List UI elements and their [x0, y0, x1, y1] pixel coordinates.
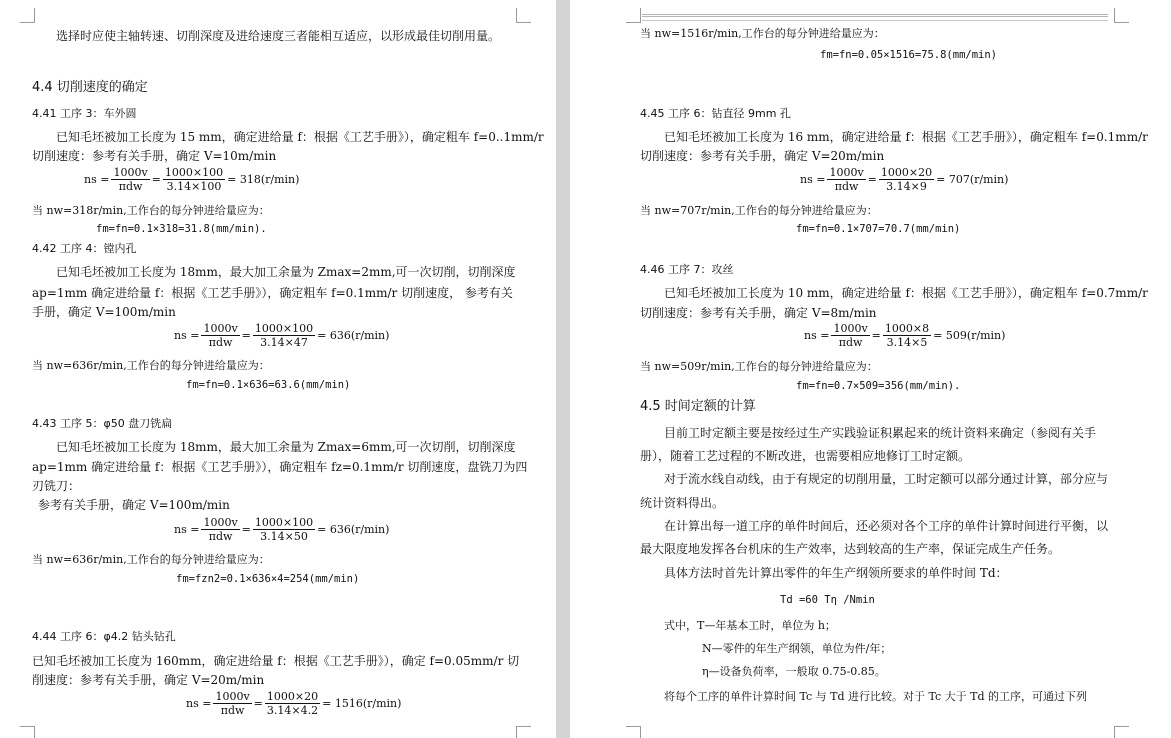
subsection-heading: 4.46 工序 7：攻丝	[640, 263, 734, 276]
formula: ns = 1000v πdw = $\frac{1000\times 20}{3.14\times 9}$ = 707(r/min)	[800, 166, 1009, 193]
paragraph-line: 式中，T—年基本工时，单位为 h；	[664, 619, 836, 632]
paragraph-line: 当 nw=636r/min,工作台的每分钟进给量应为：	[32, 359, 270, 372]
paragraph-line: 手册，确定 V=100m/min	[32, 305, 176, 319]
paragraph-line: 最大限度地发挥各台机床的生产效率，达到较高的生产率，保证完成生产任务。	[640, 542, 1061, 556]
paragraph-line: 对于流水线自动线，由于有规定的切削用量，工时定额可以部分通过计算，部分应与	[664, 472, 1109, 486]
paragraph-line: 切削速度：参考有关手册，确定 V=20m/min	[640, 149, 885, 163]
page-gap	[556, 0, 570, 738]
formula-line: fm=fn=0.1×707=70.7(mm/min)	[796, 223, 961, 235]
formula-line: fm=fn=0.1×636=63.6(mm/min)	[186, 379, 351, 391]
paragraph-line: 已知毛坯被加工长度为 18mm，最大加工余量为 Zmax=2mm,可一次切削，切削深度	[56, 265, 516, 279]
crop-mark	[1114, 726, 1129, 738]
subsection-heading: 4.43 工序 5：φ50 盘刀铣扁	[32, 417, 173, 430]
formula-line: fm=fzn2=0.1×636×4=254(mm/min)	[176, 573, 360, 585]
section-heading: 4.5 时间定额的计算	[640, 399, 756, 414]
paragraph-line: 当 nw=636r/min,工作台的每分钟进给量应为：	[32, 553, 270, 566]
paragraph-line: 当 nw=318r/min,工作台的每分钟进给量应为：	[32, 204, 270, 217]
crop-mark	[20, 726, 35, 738]
paragraph-line: 已知毛坯被加工长度为 160mm，确定进给量 f：根据《工艺手册》），确定 f=0.05mm/r 切	[32, 654, 520, 668]
paragraph-line: 选择时应使主轴转速、切削深度及进给速度三者能相互适应，以形成最佳切削用量。	[56, 29, 501, 43]
paragraph-line: 削速度：参考有关手册，确定 V=20m/min	[32, 673, 265, 687]
crop-mark	[626, 726, 641, 738]
paragraph-line: 在计算出每一道工序的单件时间后，还必须对各个工序的单件计算时间进行平衡，以	[664, 519, 1109, 533]
formula-line: fm=fn=0.7×509=356(mm/min).	[796, 380, 961, 392]
paragraph-line: 统计资料得出。	[640, 496, 725, 510]
document-page-left	[0, 0, 556, 738]
paragraph-line: 切削速度：参考有关手册，确定 V=10m/min	[32, 149, 277, 163]
subsection-heading: 4.41 工序 3：车外圆	[32, 107, 137, 120]
formula-line: Td =60 Tη /Nmin	[780, 594, 875, 606]
paragraph-line: 刃铣刀：	[32, 479, 81, 493]
subsection-heading: 4.45 工序 6：钻直径 9mm 孔	[640, 107, 791, 120]
paragraph-line: ap=1mm 确定进给量 f：根据《工艺手册》），确定粗车 fz=0.1mm/r 切削速度，盘铣刀为四	[32, 460, 528, 474]
crop-mark	[626, 8, 641, 23]
paragraph-line: 当 nw=707r/min,工作台的每分钟进给量应为：	[640, 204, 878, 217]
paragraph-line: 已知毛坯被加工长度为 16 mm，确定进给量 f：根据《工艺手册》），确定粗车 f=0.1mm/r	[664, 130, 1148, 144]
formula: ns = 1000v πdw = $\frac{1000\times 8}{3.14\times 5}$ = 509(r/min)	[804, 322, 1006, 349]
formula: ns = 1000v πdw = $\frac{1000\times 20}{3.14\times 4.2}$ = 1516(r/min)	[186, 690, 402, 717]
formula-line: fm=fn=0.05×1516=75.8(mm/min)	[820, 49, 998, 61]
paragraph-line: N—零件的年生产纲领，单位为件/年；	[702, 642, 892, 655]
paragraph-line: 将每个工序的单件计算时间 Tc 与 Td 进行比较。对于 Tc 大于 Td 的工序，可通过下列	[664, 690, 1088, 703]
crop-mark	[516, 726, 531, 738]
header-rule	[642, 14, 1108, 17]
formula: ns = 1000v πdw = $\frac{1000\times 100}{3.14\times 47}$ = 636(r/min)	[174, 322, 390, 349]
paragraph-line: 具体方法时首先计算出零件的年生产纲领所要求的单件时间 Td：	[664, 566, 1008, 580]
header-rule	[642, 20, 1108, 21]
crop-mark	[20, 8, 35, 23]
paragraph-line: 参考有关手册，确定 V=100m/min	[38, 498, 230, 512]
paragraph-line: 当 nw=509r/min,工作台的每分钟进给量应为：	[640, 360, 878, 373]
paragraph-line: ap=1mm 确定进给量 f：根据《工艺手册》），确定粗车 f=0.1mm/r 切削速度， 参考有关	[32, 286, 513, 300]
crop-mark	[516, 8, 531, 23]
document-page-right	[570, 0, 1171, 738]
section-heading: 4.4 切削速度的确定	[32, 80, 148, 95]
subsection-heading: 4.44 工序 6：φ4.2 钻头钻孔	[32, 630, 176, 643]
crop-mark	[1114, 8, 1129, 23]
paragraph-line: 已知毛坯被加工长度为 15 mm，确定进给量 f：根据《工艺手册》），确定粗车 f=0..1mm/r	[56, 130, 544, 144]
formula-line: fm=fn=0.1×318=31.8(mm/min).	[96, 223, 267, 235]
paragraph-line: 切削速度：参考有关手册，确定 V=8m/min	[640, 306, 877, 320]
subsection-heading: 4.42 工序 4：镗内孔	[32, 242, 137, 255]
paragraph-line: 册），随着工艺过程的不断改进，也需要相应地修订工时定额。	[640, 449, 971, 463]
paragraph-line: 已知毛坯被加工长度为 18mm，最大加工余量为 Zmax=6mm,可一次切削，切削深度	[56, 440, 516, 454]
formula: ns = 1000v πdw = $\frac{1000\times 100}{3.14\times 100}$ = 318(r/min)	[84, 166, 300, 193]
formula: ns = 1000v πdw = $\frac{1000\times 100}{3.14\times 50}$ = 636(r/min)	[174, 516, 390, 543]
paragraph-line: η—设备负荷率，一般取 0.75-0.85。	[702, 665, 886, 678]
paragraph-line: 目前工时定额主要是按经过生产实践验证积累起来的统计资料来确定（参阅有关手	[664, 426, 1097, 440]
paragraph-line: 已知毛坯被加工长度为 10 mm，确定进给量 f：根据《工艺手册》），确定粗车 f=0.7mm/r	[664, 286, 1148, 300]
paragraph-line: 当 nw=1516r/min,工作台的每分钟进给量应为：	[640, 27, 885, 40]
